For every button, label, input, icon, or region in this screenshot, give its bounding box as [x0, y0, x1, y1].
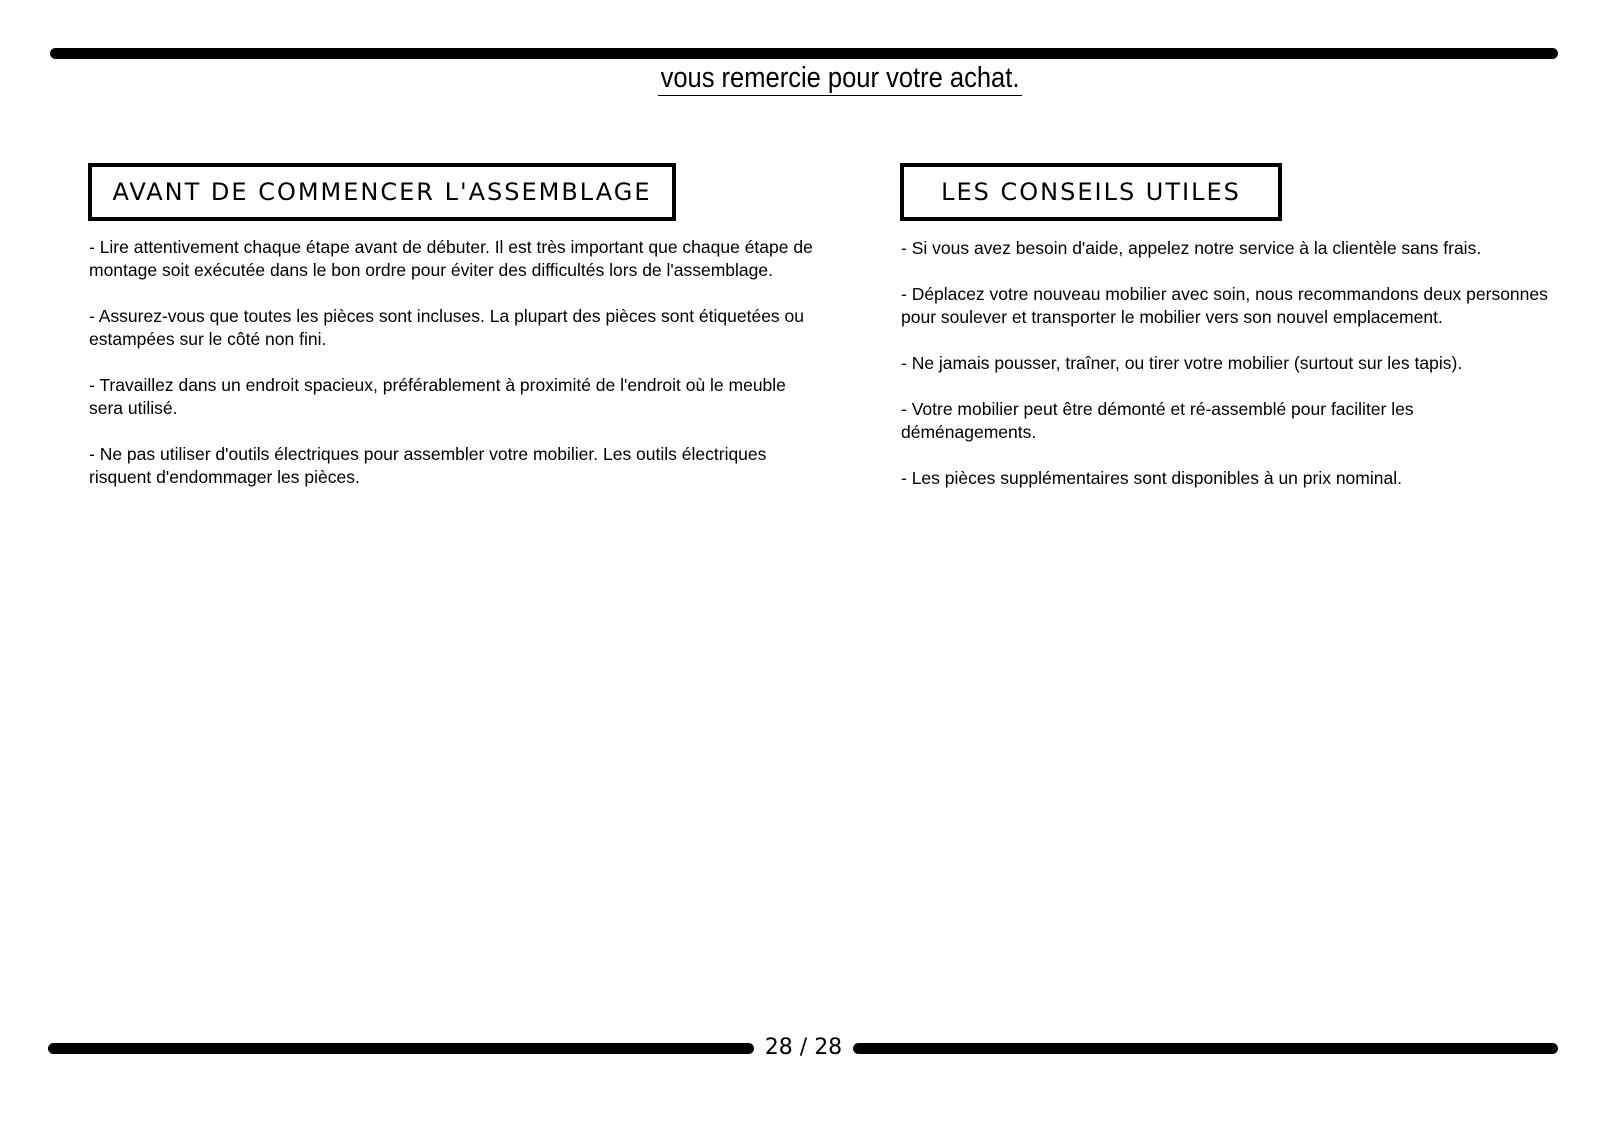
page-number: 28 / 28	[764, 1035, 843, 1060]
page-heading	[101, 62, 1579, 95]
section-title-before-assembly: AVANT DE COMMENCER L'ASSEMBLAGE	[88, 163, 676, 221]
list-item: - Votre mobilier peut être démonté et ré-assemblé pour faciliter les déménagements.	[901, 399, 1414, 442]
list-item: - Ne pas utiliser d'outils électriques pour assembler votre mobilier. Les outils électriques risquent d'endommager les pièces.	[89, 444, 767, 487]
top-rule	[50, 48, 1558, 59]
list-item: - Travaillez dans un endroit spacieux, préférablement à proximité de l'endroit où le meuble sera utilisé.	[89, 375, 786, 418]
before-assembly-list	[89, 236, 819, 512]
heading-text: vous remercie pour votre achat.	[658, 62, 1022, 96]
list-item: - Lire attentivement chaque étape avant de débuter. Il est très important que chaque étape de montage soit exécutée dans le bon ordre pour éviter des difficultés lors de l'assemblage.	[89, 237, 813, 280]
bottom-rule-left	[48, 1043, 754, 1054]
bottom-rule-right	[853, 1043, 1558, 1054]
list-item: - Ne jamais pousser, traîner, ou tirer votre mobilier (surtout sur les tapis).	[901, 353, 1463, 373]
list-item: - Assurez-vous que toutes les pièces sont incluses. La plupart des pièces sont étiquetées ou estampées sur le côté non fini.	[89, 306, 805, 349]
section-title-useful-tips: LES CONSEILS UTILES	[900, 163, 1282, 221]
list-item: - Déplacez votre nouveau mobilier avec soin, nous recommandons deux personnes pour soulever et transporter le mobilier vers son nouvel emplacement.	[901, 284, 1548, 327]
useful-tips-list	[901, 237, 1551, 513]
list-item: - Les pièces supplémentaires sont disponibles à un prix nominal.	[901, 468, 1402, 488]
list-item: - Si vous avez besoin d'aide, appelez notre service à la clientèle sans frais.	[901, 238, 1482, 258]
